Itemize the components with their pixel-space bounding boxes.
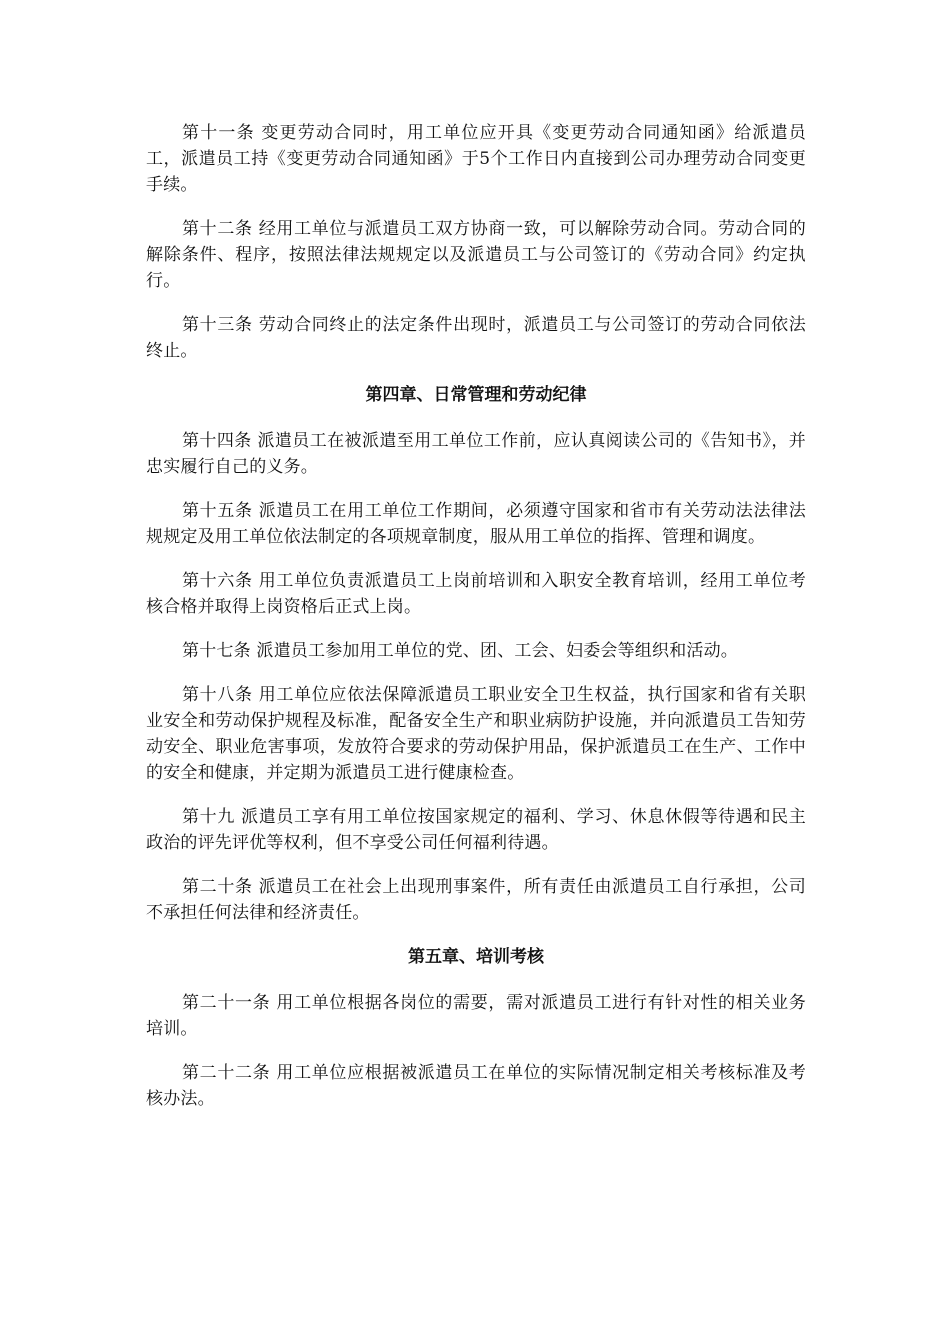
article-22: 第二十二条 用工单位应根据被派遣员工在单位的实际情况制定相关考核标准及考核办法。 — [146, 1063, 806, 1109]
article-21: 第二十一条 用工单位根据各岗位的需要，需对派遣员工进行有针对性的相关业务培训。 — [146, 993, 806, 1039]
article-13: 第十三条 劳动合同终止的法定条件出现时，派遣员工与公司签订的劳动合同依法终止。 — [146, 315, 806, 361]
article-18: 第十八条 用工单位应依法保障派遣员工职业安全卫生权益，执行国家和省有关职业安全和劳动保护规程及标准，配备安全生产和职业病防护设施，并向派遣员工告知劳动安全、职业危害事项，发放符合要求的劳动保护用品，保护派遣员工在生产、工作中的安全和健康，并定期为派遣员工进行健康检查。 — [146, 685, 806, 783]
article-12: 第十二条 经用工单位与派遣员工双方协商一致，可以解除劳动合同。劳动合同的解除条件、程序，按照法律法规规定以及派遣员工与公司签订的《劳动合同》约定执行。 — [146, 219, 806, 291]
chapter-5-heading: 第五章、培训考核 — [408, 947, 544, 967]
article-11: 第十一条 变更劳动合同时，用工单位应开具《变更劳动合同通知函》给派遣员工，派遣员工持《变更劳动合同通知函》于5个工作日内直接到公司办理劳动合同变更手续。 — [146, 123, 806, 195]
document-body — [146, 120, 806, 1130]
article-16: 第十六条 用工单位负责派遣员工上岗前培训和入职安全教育培训，经用工单位考核合格并取得上岗资格后正式上岗。 — [146, 571, 806, 617]
article-19: 第十九 派遣员工享有用工单位按国家规定的福利、学习、休息休假等待遇和民主政治的评先评优等权利，但不享受公司任何福利待遇。 — [146, 807, 806, 853]
chapter-4-heading: 第四章、日常管理和劳动纪律 — [365, 385, 587, 405]
article-15: 第十五条 派遣员工在用工单位工作期间，必须遵守国家和省市有关劳动法法律法规规定及用工单位依法制定的各项规章制度，服从用工单位的指挥、管理和调度。 — [146, 501, 806, 547]
article-17: 第十七条 派遣员工参加用工单位的党、团、工会、妇委会等组织和活动。 — [182, 641, 739, 661]
article-20: 第二十条 派遣员工在社会上出现刑事案件，所有责任由派遣员工自行承担，公司不承担任何法律和经济责任。 — [146, 877, 806, 923]
article-14: 第十四条 派遣员工在被派遣至用工单位工作前，应认真阅读公司的《告知书》，并忠实履行自己的义务。 — [146, 431, 806, 477]
